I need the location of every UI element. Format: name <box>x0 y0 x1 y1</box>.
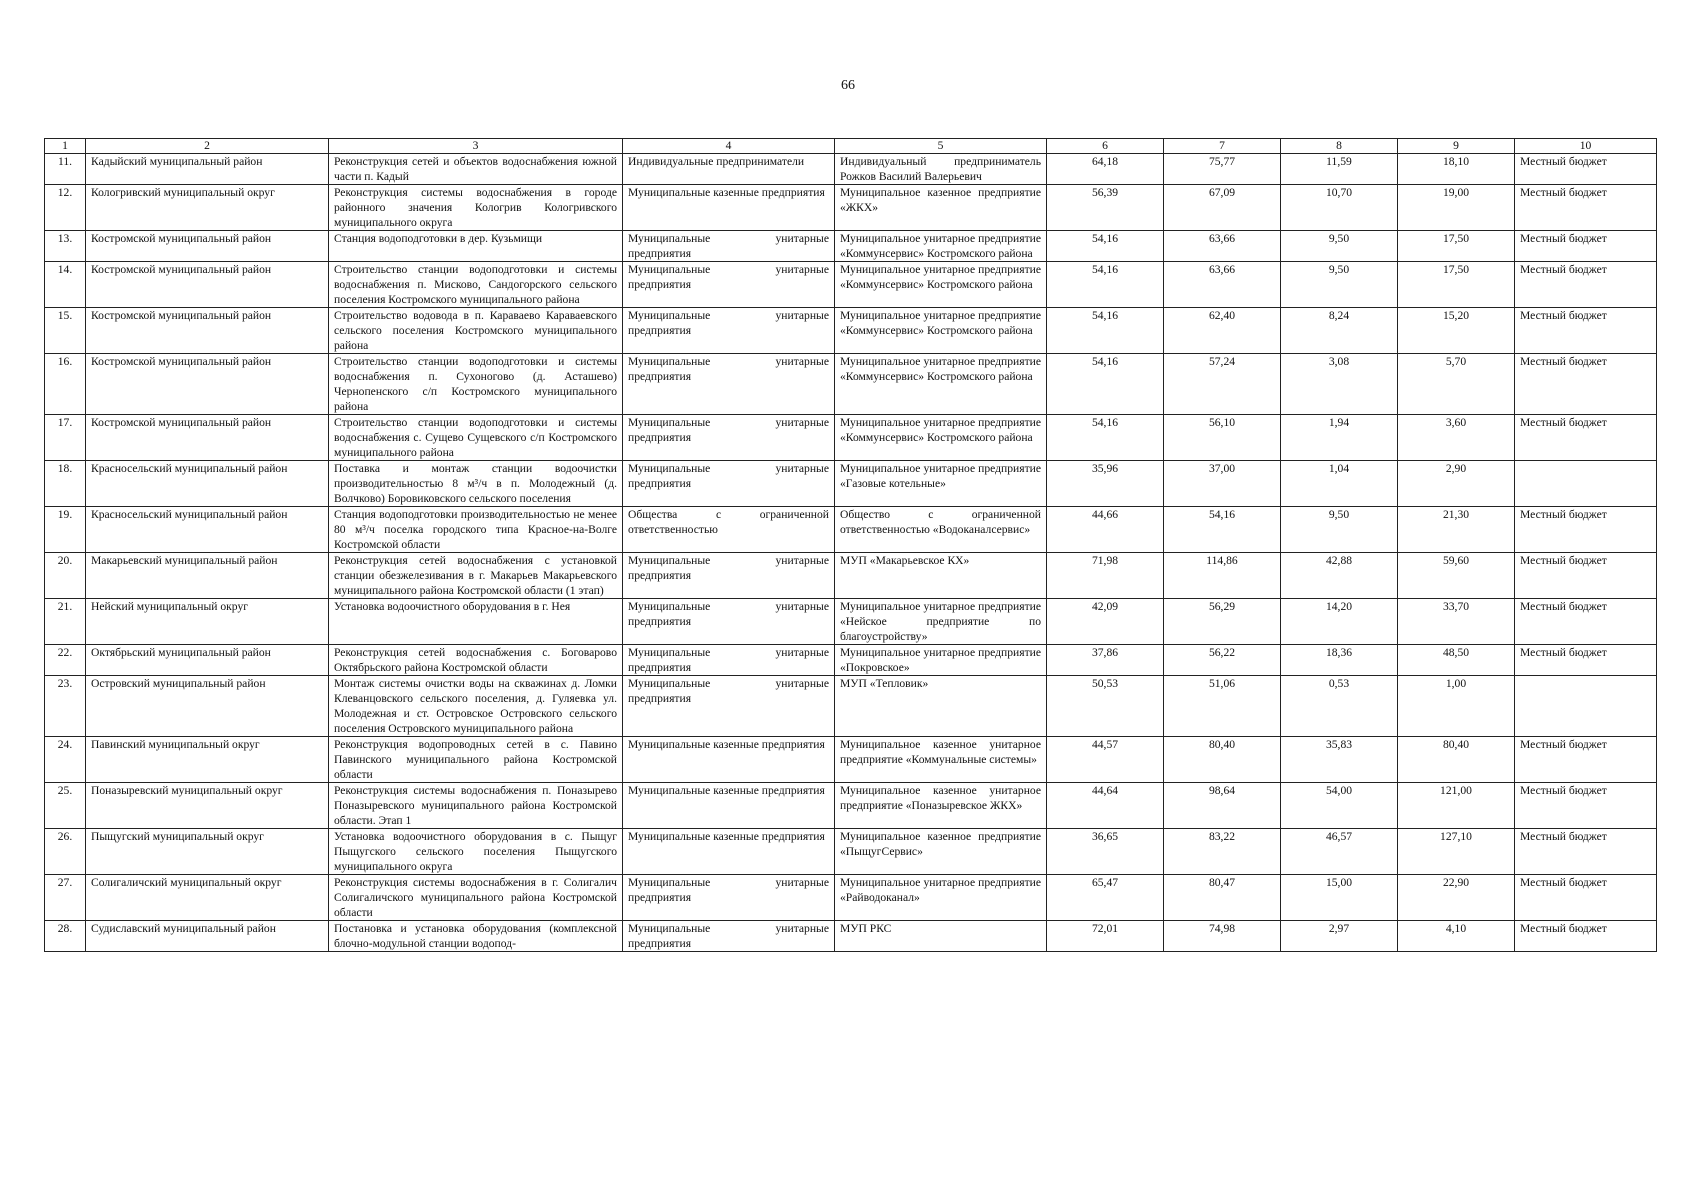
table-row <box>45 829 1657 875</box>
organization-cell: МУП «Макарьевское КХ» <box>835 553 1047 599</box>
row-number: 27. <box>45 875 86 921</box>
column-header-3: 3 <box>329 139 623 154</box>
table-row <box>45 461 1657 507</box>
table-row <box>45 737 1657 783</box>
project-cell: Строительство станции водоподготовки и системы водоснабжения п. Мисково, Сандогорского сельского поселения Костромского муниципального района <box>329 262 623 308</box>
district-cell: Красносельский муниципальный район <box>86 461 329 507</box>
row-number: 13. <box>45 231 86 262</box>
value-col9-cell: 59,60 <box>1398 553 1515 599</box>
org-type-cell: Муниципальные казенные предприятия <box>623 783 835 829</box>
value-col7-cell: 80,47 <box>1164 875 1281 921</box>
table-row <box>45 308 1657 354</box>
table-row <box>45 415 1657 461</box>
table-row <box>45 154 1657 185</box>
table-row <box>45 783 1657 829</box>
district-cell: Костромской муниципальный район <box>86 354 329 415</box>
value-col9-cell: 121,00 <box>1398 783 1515 829</box>
district-cell: Нейский муниципальный округ <box>86 599 329 645</box>
table-row <box>45 553 1657 599</box>
table-row <box>45 354 1657 415</box>
page-number: 66 <box>841 78 855 93</box>
funding-source-cell: Местный бюджет <box>1515 308 1657 354</box>
value-col6-cell: 56,39 <box>1047 185 1164 231</box>
table-row <box>45 185 1657 231</box>
district-cell: Октябрьский муниципальный район <box>86 645 329 676</box>
project-cell: Станция водоподготовки производительностью не менее 80 м³/ч поселка городского типа Красное-на-Волге Костромской области <box>329 507 623 553</box>
project-cell: Строительство водовода в п. Караваево Караваевского сельского поселения Костромского муниципального района <box>329 308 623 354</box>
district-cell: Кологривский муниципальный округ <box>86 185 329 231</box>
organization-cell: Муниципальное казенное предприятие «ПыщугСервис» <box>835 829 1047 875</box>
org-type-cell: Муниципальные унитарные предприятия <box>623 262 835 308</box>
column-header-1: 1 <box>45 139 86 154</box>
district-cell: Красносельский муниципальный район <box>86 507 329 553</box>
org-type-cell: Индивидуальные предприниматели <box>623 154 835 185</box>
funding-source-cell: Местный бюджет <box>1515 737 1657 783</box>
column-header-8: 8 <box>1281 139 1398 154</box>
table-row <box>45 676 1657 737</box>
value-col9-cell: 33,70 <box>1398 599 1515 645</box>
project-cell: Установка водоочистного оборудования в г. Нея <box>329 599 623 645</box>
value-col8-cell: 9,50 <box>1281 507 1398 553</box>
project-cell: Постановка и установка оборудования (комплексной блочно-модульной станции водопод- <box>329 921 623 952</box>
value-col8-cell: 1,94 <box>1281 415 1398 461</box>
project-cell: Реконструкция сетей и объектов водоснабжения южной части п. Кадый <box>329 154 623 185</box>
value-col9-cell: 18,10 <box>1398 154 1515 185</box>
table-row <box>45 645 1657 676</box>
value-col9-cell: 80,40 <box>1398 737 1515 783</box>
organization-cell: Муниципальное унитарное предприятие «Газовые котельные» <box>835 461 1047 507</box>
table-row <box>45 262 1657 308</box>
organization-cell: Общество с ограниченной ответственностью «Водоканалсервис» <box>835 507 1047 553</box>
value-col6-cell: 35,96 <box>1047 461 1164 507</box>
organization-cell: МУП РКС <box>835 921 1047 952</box>
value-col7-cell: 74,98 <box>1164 921 1281 952</box>
value-col8-cell: 1,04 <box>1281 461 1398 507</box>
value-col9-cell: 22,90 <box>1398 875 1515 921</box>
org-type-cell: Муниципальные унитарные предприятия <box>623 645 835 676</box>
organization-cell: Муниципальное унитарное предприятие «Коммунсервис» Костромского района <box>835 354 1047 415</box>
funding-source-cell <box>1515 676 1657 737</box>
value-col6-cell: 54,16 <box>1047 415 1164 461</box>
row-number: 15. <box>45 308 86 354</box>
row-number: 18. <box>45 461 86 507</box>
funding-source-cell: Местный бюджет <box>1515 231 1657 262</box>
value-col8-cell: 0,53 <box>1281 676 1398 737</box>
org-type-cell: Муниципальные унитарные предприятия <box>623 461 835 507</box>
project-cell: Поставка и монтаж станции водоочистки производительностью 8 м³/ч в п. Молодежный (д. Волчково) Боровиковского сельского поселения <box>329 461 623 507</box>
org-type-cell: Муниципальные унитарные предприятия <box>623 553 835 599</box>
value-col6-cell: 44,64 <box>1047 783 1164 829</box>
value-col6-cell: 44,66 <box>1047 507 1164 553</box>
data-table-container <box>44 138 1656 952</box>
organization-cell: Муниципальное унитарное предприятие «Нейское предприятие по благоустройству» <box>835 599 1047 645</box>
value-col7-cell: 75,77 <box>1164 154 1281 185</box>
table-row <box>45 231 1657 262</box>
org-type-cell: Муниципальные унитарные предприятия <box>623 308 835 354</box>
funding-source-cell <box>1515 461 1657 507</box>
value-col9-cell: 2,90 <box>1398 461 1515 507</box>
column-header-9: 9 <box>1398 139 1515 154</box>
row-number: 23. <box>45 676 86 737</box>
funding-source-cell: Местный бюджет <box>1515 829 1657 875</box>
value-col7-cell: 37,00 <box>1164 461 1281 507</box>
value-col8-cell: 8,24 <box>1281 308 1398 354</box>
value-col6-cell: 54,16 <box>1047 231 1164 262</box>
organization-cell: Муниципальное унитарное предприятие «Покровское» <box>835 645 1047 676</box>
funding-source-cell: Местный бюджет <box>1515 185 1657 231</box>
value-col9-cell: 17,50 <box>1398 231 1515 262</box>
district-cell: Костромской муниципальный район <box>86 415 329 461</box>
value-col9-cell: 1,00 <box>1398 676 1515 737</box>
org-type-cell: Муниципальные казенные предприятия <box>623 829 835 875</box>
funding-source-cell: Местный бюджет <box>1515 507 1657 553</box>
data-table <box>44 138 1657 952</box>
organization-cell: Индивидуальный предприниматель Рожков Василий Валерьевич <box>835 154 1047 185</box>
column-header-5: 5 <box>835 139 1047 154</box>
value-col9-cell: 4,10 <box>1398 921 1515 952</box>
column-header-6: 6 <box>1047 139 1164 154</box>
district-cell: Островский муниципальный район <box>86 676 329 737</box>
funding-source-cell: Местный бюджет <box>1515 783 1657 829</box>
value-col8-cell: 10,70 <box>1281 185 1398 231</box>
organization-cell: Муниципальное казенное унитарное предприятие «Поназыревское ЖКХ» <box>835 783 1047 829</box>
value-col8-cell: 11,59 <box>1281 154 1398 185</box>
row-number: 21. <box>45 599 86 645</box>
org-type-cell: Общества с ограниченной ответственностью <box>623 507 835 553</box>
value-col6-cell: 71,98 <box>1047 553 1164 599</box>
project-cell: Станция водоподготовки в дер. Кузьмищи <box>329 231 623 262</box>
district-cell: Солигаличский муниципальный округ <box>86 875 329 921</box>
value-col7-cell: 63,66 <box>1164 231 1281 262</box>
table-row <box>45 507 1657 553</box>
project-cell: Реконструкция сетей водоснабжения с. Боговарово Октябрьского района Костромской области <box>329 645 623 676</box>
project-cell: Строительство станции водоподготовки и системы водоснабжения п. Сухоногово (д. Асташево) Чернопенского с/п Костромского муниципального района <box>329 354 623 415</box>
value-col6-cell: 72,01 <box>1047 921 1164 952</box>
funding-source-cell: Местный бюджет <box>1515 921 1657 952</box>
value-col7-cell: 63,66 <box>1164 262 1281 308</box>
value-col8-cell: 42,88 <box>1281 553 1398 599</box>
value-col7-cell: 98,64 <box>1164 783 1281 829</box>
table-row <box>45 599 1657 645</box>
row-number: 20. <box>45 553 86 599</box>
value-col9-cell: 17,50 <box>1398 262 1515 308</box>
value-col9-cell: 3,60 <box>1398 415 1515 461</box>
value-col8-cell: 35,83 <box>1281 737 1398 783</box>
funding-source-cell: Местный бюджет <box>1515 553 1657 599</box>
value-col8-cell: 9,50 <box>1281 262 1398 308</box>
value-col8-cell: 2,97 <box>1281 921 1398 952</box>
org-type-cell: Муниципальные унитарные предприятия <box>623 599 835 645</box>
district-cell: Макарьевский муниципальный район <box>86 553 329 599</box>
value-col7-cell: 83,22 <box>1164 829 1281 875</box>
value-col7-cell: 62,40 <box>1164 308 1281 354</box>
value-col9-cell: 21,30 <box>1398 507 1515 553</box>
value-col6-cell: 37,86 <box>1047 645 1164 676</box>
funding-source-cell: Местный бюджет <box>1515 415 1657 461</box>
table-row <box>45 875 1657 921</box>
column-header-2: 2 <box>86 139 329 154</box>
value-col9-cell: 19,00 <box>1398 185 1515 231</box>
funding-source-cell: Местный бюджет <box>1515 599 1657 645</box>
value-col6-cell: 44,57 <box>1047 737 1164 783</box>
organization-cell: Муниципальное унитарное предприятие «Коммунсервис» Костромского района <box>835 262 1047 308</box>
org-type-cell: Муниципальные унитарные предприятия <box>623 354 835 415</box>
organization-cell: Муниципальное унитарное предприятие «Коммунсервис» Костромского района <box>835 415 1047 461</box>
district-cell: Пыщугский муниципальный округ <box>86 829 329 875</box>
column-header-4: 4 <box>623 139 835 154</box>
district-cell: Кадыйский муниципальный район <box>86 154 329 185</box>
row-number: 24. <box>45 737 86 783</box>
organization-cell: Муниципальное унитарное предприятие «Райводоканал» <box>835 875 1047 921</box>
column-header-7: 7 <box>1164 139 1281 154</box>
organization-cell: Муниципальное унитарное предприятие «Коммунсервис» Костромского района <box>835 231 1047 262</box>
project-cell: Реконструкция водопроводных сетей в с. Павино Павинского муниципального района Костромской области <box>329 737 623 783</box>
funding-source-cell: Местный бюджет <box>1515 154 1657 185</box>
row-number: 17. <box>45 415 86 461</box>
project-cell: Реконструкция сетей водоснабжения с установкой станции обезжелезивания в г. Макарьев Макарьевского муниципального района Костромской области (1 этап) <box>329 553 623 599</box>
district-cell: Павинский муниципальный округ <box>86 737 329 783</box>
funding-source-cell: Местный бюджет <box>1515 262 1657 308</box>
header-row <box>45 139 1657 154</box>
value-col6-cell: 54,16 <box>1047 262 1164 308</box>
value-col6-cell: 42,09 <box>1047 599 1164 645</box>
org-type-cell: Муниципальные казенные предприятия <box>623 737 835 783</box>
value-col7-cell: 80,40 <box>1164 737 1281 783</box>
organization-cell: Муниципальное унитарное предприятие «Коммунсервис» Костромского района <box>835 308 1047 354</box>
value-col8-cell: 14,20 <box>1281 599 1398 645</box>
value-col7-cell: 56,10 <box>1164 415 1281 461</box>
value-col6-cell: 65,47 <box>1047 875 1164 921</box>
funding-source-cell: Местный бюджет <box>1515 875 1657 921</box>
project-cell: Реконструкция системы водоснабжения в городе районного значения Кологрив Кологривского муниципального округа <box>329 185 623 231</box>
district-cell: Судиславский муниципальный район <box>86 921 329 952</box>
funding-source-cell: Местный бюджет <box>1515 354 1657 415</box>
table-row <box>45 921 1657 952</box>
value-col8-cell: 3,08 <box>1281 354 1398 415</box>
value-col6-cell: 36,65 <box>1047 829 1164 875</box>
value-col6-cell: 50,53 <box>1047 676 1164 737</box>
value-col7-cell: 57,24 <box>1164 354 1281 415</box>
district-cell: Костромской муниципальный район <box>86 262 329 308</box>
org-type-cell: Муниципальные унитарные предприятия <box>623 921 835 952</box>
row-number: 16. <box>45 354 86 415</box>
value-col8-cell: 18,36 <box>1281 645 1398 676</box>
value-col7-cell: 54,16 <box>1164 507 1281 553</box>
org-type-cell: Муниципальные унитарные предприятия <box>623 676 835 737</box>
value-col6-cell: 64,18 <box>1047 154 1164 185</box>
value-col9-cell: 15,20 <box>1398 308 1515 354</box>
row-number: 12. <box>45 185 86 231</box>
value-col6-cell: 54,16 <box>1047 354 1164 415</box>
row-number: 14. <box>45 262 86 308</box>
value-col7-cell: 114,86 <box>1164 553 1281 599</box>
column-header-10: 10 <box>1515 139 1657 154</box>
project-cell: Монтаж системы очистки воды на скважинах д. Ломки Клеванцовского сельского поселения, д. Гуляевка ул. Молодежная и ст. Островское Островского сельского поселения Островского муниципального района <box>329 676 623 737</box>
org-type-cell: Муниципальные унитарные предприятия <box>623 415 835 461</box>
org-type-cell: Муниципальные унитарные предприятия <box>623 875 835 921</box>
project-cell: Реконструкция системы водоснабжения п. Поназырево Поназыревского муниципального района Костромской области. Этап 1 <box>329 783 623 829</box>
district-cell: Костромской муниципальный район <box>86 231 329 262</box>
value-col9-cell: 48,50 <box>1398 645 1515 676</box>
organization-cell: МУП «Тепловик» <box>835 676 1047 737</box>
value-col7-cell: 67,09 <box>1164 185 1281 231</box>
project-cell: Установка водоочистного оборудования в с. Пыщуг Пыщугского сельского поселения Пыщугского муниципального округа <box>329 829 623 875</box>
row-number: 25. <box>45 783 86 829</box>
value-col8-cell: 15,00 <box>1281 875 1398 921</box>
organization-cell: Муниципальное казенное унитарное предприятие «Коммунальные системы» <box>835 737 1047 783</box>
value-col6-cell: 54,16 <box>1047 308 1164 354</box>
row-number: 28. <box>45 921 86 952</box>
row-number: 19. <box>45 507 86 553</box>
value-col7-cell: 56,29 <box>1164 599 1281 645</box>
funding-source-cell: Местный бюджет <box>1515 645 1657 676</box>
project-cell: Строительство станции водоподготовки и системы водоснабжения с. Сущево Сущевского с/п Костромского муниципального района <box>329 415 623 461</box>
district-cell: Костромской муниципальный район <box>86 308 329 354</box>
organization-cell: Муниципальное казенное предприятие «ЖКХ» <box>835 185 1047 231</box>
row-number: 22. <box>45 645 86 676</box>
value-col8-cell: 46,57 <box>1281 829 1398 875</box>
value-col7-cell: 56,22 <box>1164 645 1281 676</box>
org-type-cell: Муниципальные унитарные предприятия <box>623 231 835 262</box>
row-number: 26. <box>45 829 86 875</box>
row-number: 11. <box>45 154 86 185</box>
org-type-cell: Муниципальные казенные предприятия <box>623 185 835 231</box>
value-col7-cell: 51,06 <box>1164 676 1281 737</box>
value-col9-cell: 5,70 <box>1398 354 1515 415</box>
district-cell: Поназыревский муниципальный округ <box>86 783 329 829</box>
value-col9-cell: 127,10 <box>1398 829 1515 875</box>
value-col8-cell: 54,00 <box>1281 783 1398 829</box>
value-col8-cell: 9,50 <box>1281 231 1398 262</box>
project-cell: Реконструкция системы водоснабжения в г. Солигалич Солигаличского муниципального района Костромской области <box>329 875 623 921</box>
table-body <box>45 154 1657 952</box>
